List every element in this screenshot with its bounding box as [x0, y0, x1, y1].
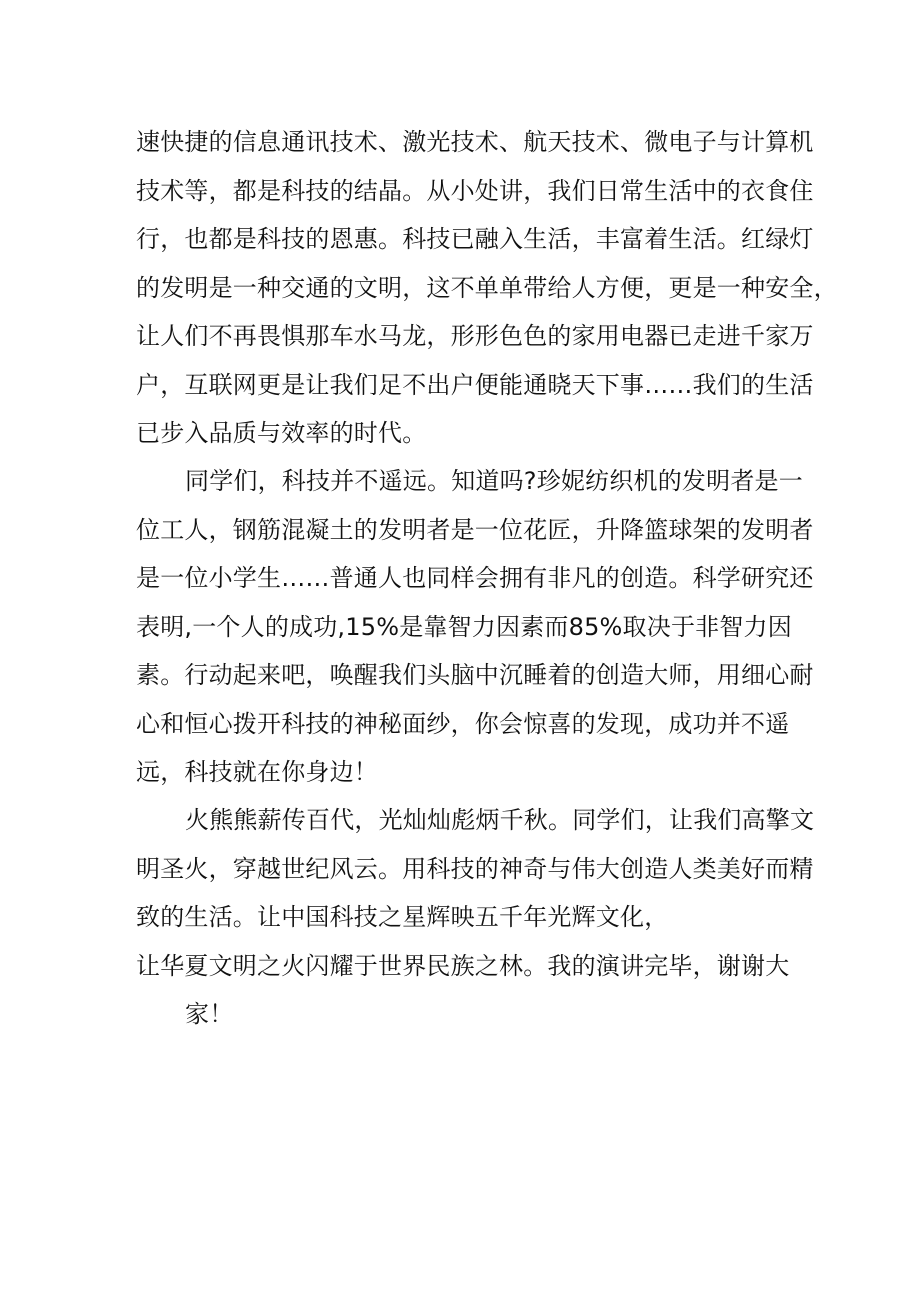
text-line-content: 让人们不再畏惧那车水马龙，形形色色的家用电器已走进千家万 [136, 322, 814, 350]
text-line-content: 已步入品质与效率的时代。 [136, 419, 427, 447]
text-line-content: 心和恒心拨开科技的神秘面纱，你会惊喜的发现，成功并不遥 [136, 710, 790, 738]
text-line-content: 同学们，科技并不遥远。知道吗?珍妮纺织机的发明者是一 [185, 467, 803, 495]
text-line [0, 655, 920, 695]
text-line [0, 461, 920, 501]
text-line-content: 素。行动起来吧，唤醒我们头脑中沉睡着的创造大师，用细心耐 [136, 661, 814, 689]
text-line-content: 火熊熊薪传百代，光灿灿彪炳千秋。同学们，让我们高擎文 [185, 806, 815, 834]
text-line-content: 明圣火，穿越世纪风云。用科技的神奇与伟大创造人类美好而精 [136, 855, 814, 883]
text-line [0, 849, 920, 889]
text-line [0, 704, 920, 744]
text-line [0, 171, 920, 211]
text-line [0, 268, 920, 308]
text-line-content: 家！ [185, 1000, 234, 1028]
text-line [0, 510, 920, 550]
text-line-content: 让华夏文明之火闪耀于世界民族之林。我的演讲完毕，谢谢大 [136, 952, 790, 980]
text-line [0, 558, 920, 598]
text-line-content: 表明,一个人的成功,15%是靠智力因素而85%取决于非智力因 [136, 613, 792, 641]
text-line-content: 速快捷的信息通讯技术、激光技术、航天技术、微电子与计算机 [136, 128, 814, 156]
text-line [0, 219, 920, 259]
text-line-content: 户，互联网更是让我们足不出户便能通晓天下事……我们的生活 [136, 371, 814, 399]
text-line-content: 位工人，钢筋混凝土的发明者是一位花匠，升降篮球架的发明者 [136, 516, 814, 544]
text-line [0, 897, 920, 937]
text-line [0, 800, 920, 840]
text-line-content: 的发明是一种交通的文明，这不单单带给人方便，更是一种安全， [136, 274, 838, 302]
text-line [0, 316, 920, 356]
text-line [0, 365, 920, 405]
text-line [0, 607, 920, 647]
text-line [0, 994, 920, 1034]
text-line-content: 远，科技就在你身边！ [136, 758, 378, 786]
text-line-content: 技术等，都是科技的结晶。从小处讲，我们日常生活中的衣食住 [136, 177, 814, 205]
text-line-content: 致的生活。让中国科技之星辉映五千年光辉文化， [136, 903, 669, 931]
text-line [0, 946, 920, 986]
text-line [0, 122, 920, 162]
text-line-content: 行，也都是科技的恩惠。科技已融入生活，丰富着生活。红绿灯 [136, 225, 814, 253]
text-line-content: 是一位小学生……普通人也同样会拥有非凡的创造。科学研究还 [136, 564, 814, 592]
text-line [0, 413, 920, 453]
text-line [0, 752, 920, 792]
